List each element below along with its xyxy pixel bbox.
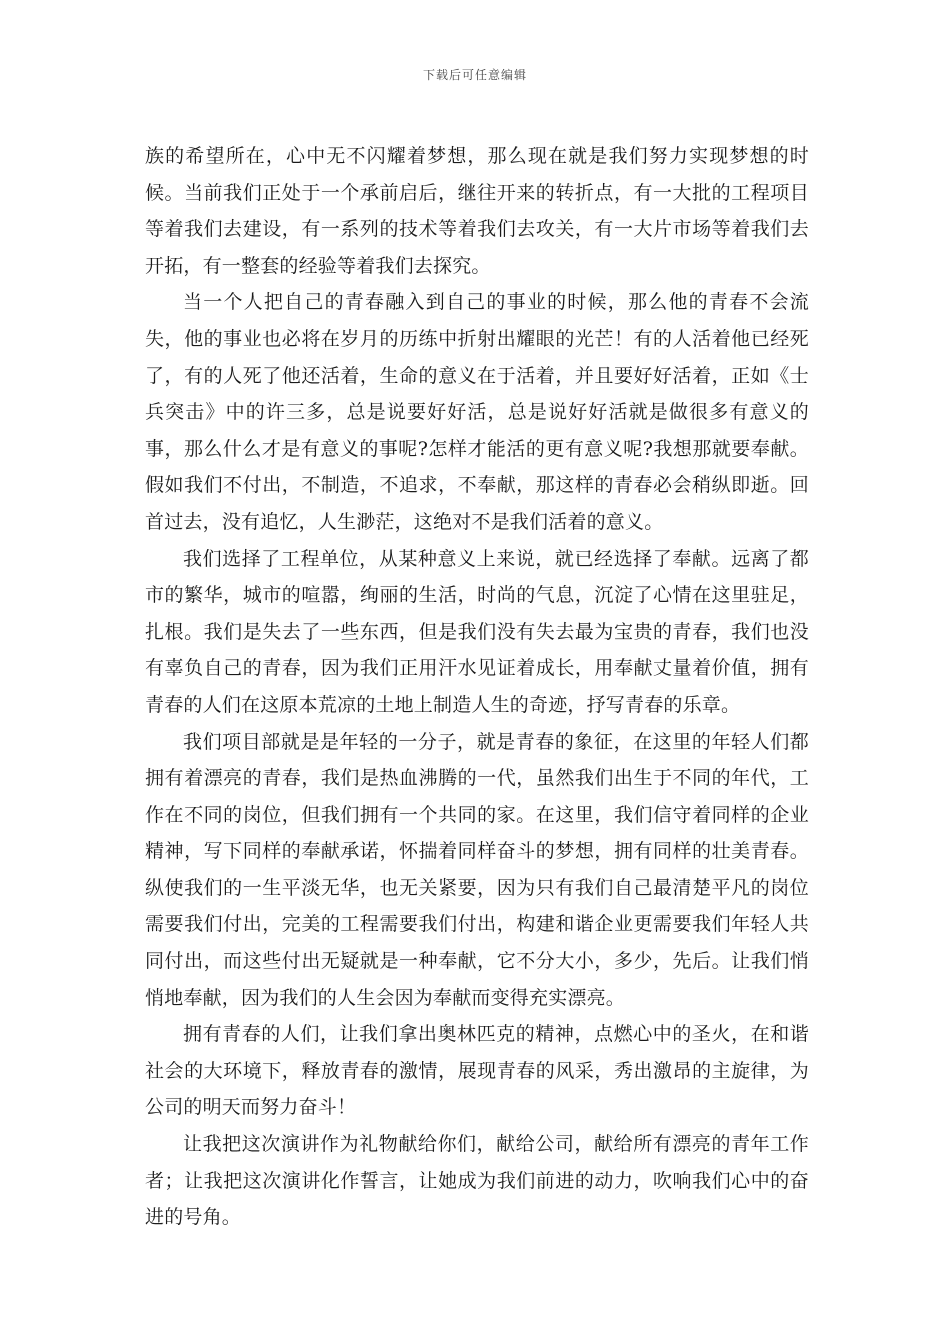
page-header: 下载后可任意编辑 xyxy=(422,68,527,82)
paragraph: 当一个人把自己的青春融入到自己的事业的时候，那么他的青春不会流失，他的事业也必将在岁月的历练中折射出耀眼的光芒！有的人活着他已经死了，有的人死了他还活着，生命的意义在于活着，并且要好好活着，正如《士兵突击》中的许三多，总是说要好好活，总是说好好活就是做很多有意义的事，那么什么才是有意义的事呢?怎样才能活的更有意义呢?我想那就要奉献。假如我们不付出，不制造，不追求，不奉献，那这样的青春必会稍纵即逝。回首过去，没有追忆，人生渺茫，这绝对不是我们活着的意义。 xyxy=(145,291,809,533)
document-body xyxy=(145,138,809,1236)
paragraph-continued: 族的希望所在，心中无不闪耀着梦想，那么现在就是我们努力实现梦想的时候。当前我们正处于一个承前启后，继往开来的转折点，有一大批的工程项目等着我们去建设，有一系列的技术等着我们去攻关，有一大片市场等着我们去开拓，有一整套的经验等着我们去探究。 xyxy=(145,145,809,277)
paragraph: 拥有青春的人们，让我们拿出奥林匹克的精神，点燃心中的圣火，在和谐社会的大环境下，释放青春的激情，展现青春的风采，秀出激昂的主旋律，为公司的明天而努力奋斗！ xyxy=(145,1023,809,1119)
paragraph: 我们项目部就是是年轻的一分子，就是青春的象征，在这里的年轻人们都拥有着漂亮的青春，我们是热血沸腾的一代，虽然我们出生于不同的年代，工作在不同的岗位，但我们拥有一个共同的家。在这里，我们信守着同样的企业精神，写下同样的奉献承诺，怀揣着同样奋斗的梦想，拥有同样的壮美青春。纵使我们的一生平淡无华，也无关紧要，因为只有我们自己最清楚平凡的岗位需要我们付出，完美的工程需要我们付出，构建和谐企业更需要我们年轻人共同付出，而这些付出无疑就是一种奉献，它不分大小，多少，先后。让我们悄悄地奉献，因为我们的人生会因为奉献而变得充实漂亮。 xyxy=(145,730,809,1009)
paragraph: 我们选择了工程单位，从某种意义上来说，就已经选择了奉献。远离了都市的繁华，城市的喧嚣，绚丽的生活，时尚的气息，沉淀了心情在这里驻足，扎根。我们是失去了一些东西，但是我们没有失去最为宝贵的青春，我们也没有辜负自己的青春，因为我们正用汗水见证着成长，用奉献丈量着价值，拥有青春的人们在这原本荒凉的土地上制造人生的奇迹，抒写青春的乐章。 xyxy=(145,547,809,716)
paragraph: 让我把这次演讲作为礼物献给你们，献给公司，献给所有漂亮的青年工作者；让我把这次演讲化作誓言，让她成为我们前进的动力，吹响我们心中的奋进的号角。 xyxy=(145,1133,809,1229)
